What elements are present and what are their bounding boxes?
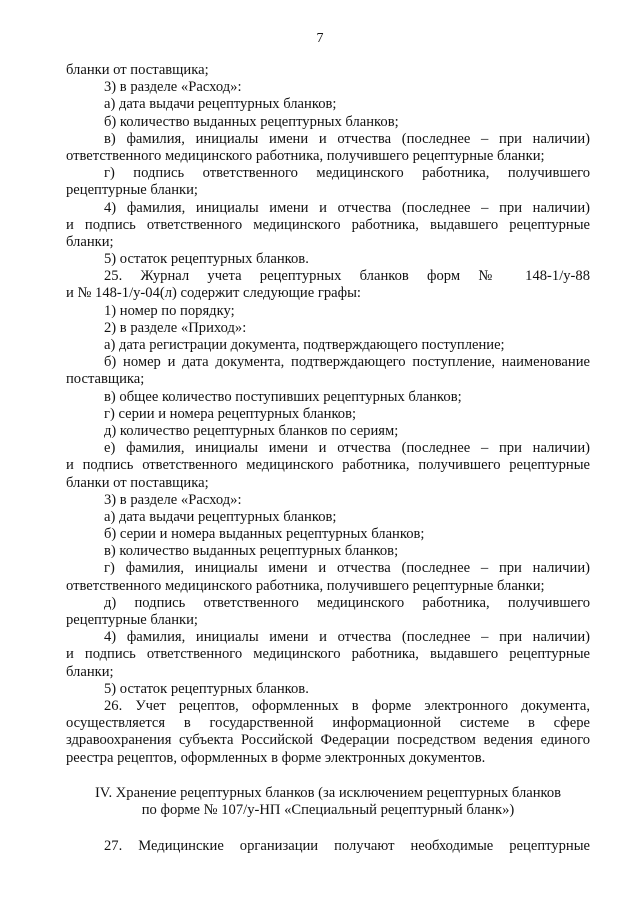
- text-line: 4) фамилия, инициалы имени и отчества (последнее – при наличии): [104, 629, 590, 646]
- text-line: г) подпись ответственного медицинского работника, получившего: [104, 165, 590, 182]
- text-line: реестра рецептов, оформленных в форме электронных документов.: [66, 749, 486, 766]
- text-line: 1) номер по порядку;: [104, 302, 235, 319]
- text-line: а) дата выдачи рецептурных бланков;: [104, 508, 337, 525]
- text-line: д) количество рецептурных бланков по сериям;: [104, 422, 399, 439]
- text-line: и № 148-1/у-04(л) содержит следующие графы:: [66, 285, 361, 302]
- text-line: а) дата выдачи рецептурных бланков;: [104, 96, 337, 113]
- text-line: рецептурные бланки;: [66, 612, 198, 628]
- text-line: рецептурные бланки;: [66, 182, 198, 199]
- text-line: в) фамилия, инициалы имени и отчества (последнее – при наличии): [104, 130, 590, 147]
- text-line: бланки;: [66, 233, 114, 250]
- text-line: осуществляется в государственной информационной системе в сфере: [66, 715, 590, 732]
- text-line: 25. Журнал учета рецептурных бланков форм № 148-1/у-88: [104, 268, 590, 285]
- text-line: поставщика;: [66, 371, 145, 388]
- text-line: ответственного медицинского работника, получившего рецептурные бланки;: [66, 577, 545, 594]
- section-heading: [66, 785, 590, 820]
- text-line: б) количество выданных рецептурных бланков;: [104, 113, 399, 130]
- paragraph-lines: [66, 62, 590, 767]
- paragraph-27-start: 27. Медицинские организации получают необходимые рецептурные: [104, 837, 590, 854]
- text-line: в) общее количество поступивших рецептурных бланков;: [104, 388, 462, 405]
- text-line: 5) остаток рецептурных бланков.: [104, 251, 309, 268]
- text-line: 2) в разделе «Приход»:: [104, 319, 247, 336]
- section-heading-line-1: IV. Хранение рецептурных бланков (за исключением рецептурных бланков: [94, 784, 562, 801]
- text-line: е) фамилия, инициалы имени и отчества (последнее – при наличии): [104, 440, 590, 457]
- text-line: 4) фамилия, инициалы имени и отчества (последнее – при наличии): [104, 199, 590, 216]
- text-line: д) подпись ответственного медицинского работника, получившего: [104, 594, 590, 611]
- text-line: бланки;: [66, 663, 114, 680]
- text-line: бланки от поставщика;: [66, 62, 209, 78]
- text-line: ответственного медицинского работника, получившего рецептурные бланки;: [66, 147, 545, 164]
- text-line: 3) в разделе «Расход»:: [104, 491, 242, 508]
- text-line: 26. Учет рецептов, оформленных в форме электронного документа,: [104, 697, 590, 714]
- page-number: 7: [316, 31, 324, 46]
- section-heading-line-2: по форме № 107/у-НП «Специальный рецептурный бланк»): [141, 802, 515, 819]
- text-line: и подпись ответственного медицинского работника, выдавшего рецептурные: [66, 216, 590, 233]
- text-line: г) серии и номера рецептурных бланков;: [104, 405, 357, 422]
- text-line: и подпись ответственного медицинского работника, получившего рецептурные: [66, 457, 590, 474]
- text-line: 3) в разделе «Расход»:: [104, 79, 242, 96]
- text-line: в) количество выданных рецептурных бланков;: [104, 543, 399, 560]
- text-line: а) дата регистрации документа, подтверждающего поступление;: [104, 337, 505, 353]
- text-line: здравоохранения субъекта Российской Федерации посредством ведения единого: [66, 732, 590, 749]
- document-body: [66, 62, 590, 855]
- text-line: г) фамилия, инициалы имени и отчества (последнее – при наличии): [104, 560, 590, 577]
- text-line: б) номер и дата документа, подтверждающего поступление, наименование: [104, 354, 590, 371]
- text-line: бланки от поставщика;: [66, 474, 209, 491]
- text-line: 5) остаток рецептурных бланков.: [104, 680, 309, 697]
- text-line: и подпись ответственного медицинского работника, выдавшего рецептурные: [66, 646, 590, 663]
- text-line: б) серии и номера выданных рецептурных бланков;: [104, 526, 425, 543]
